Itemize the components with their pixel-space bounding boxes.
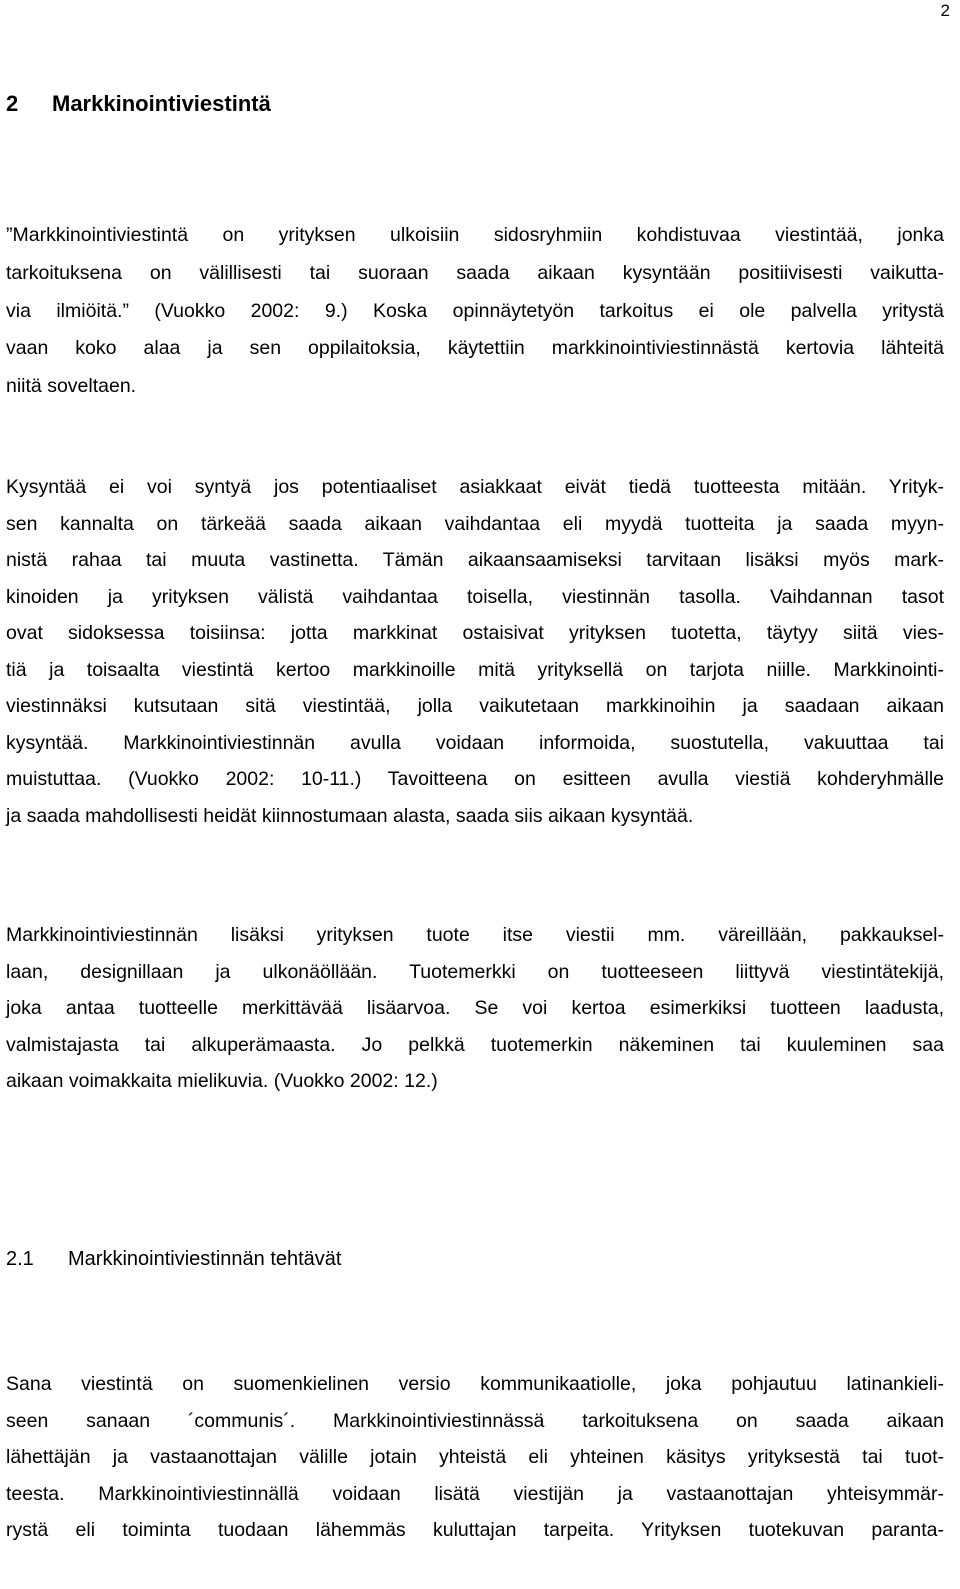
- chapter-heading: [6, 88, 271, 120]
- section-heading: [6, 1244, 341, 1274]
- text-line: viestinnäksi kutsutaan sitä viestintää, jolla vaikutetaan markkinoihin ja saadaan aikaan: [6, 695, 944, 717]
- text-line: laan, designillaan ja ulkonäöllään. Tuotemerkki on tuotteeseen liittyvä viestintätekijä,: [6, 960, 944, 983]
- paragraph-tasks: [6, 1366, 944, 1549]
- paragraph-product: [6, 917, 944, 1100]
- text-line: sen kannalta on tärkeää saada aikaan vaihdantaa eli myydä tuotteita ja saada myyn-: [6, 512, 944, 535]
- text-line: seen sanaan ´communis´. Markkinointiviestinnässä tarkoituksena on saada aikaan: [6, 1409, 944, 1432]
- text-line: Markkinointiviestinnän lisäksi yrityksen tuote itse viestii mm. väreillään, pakkauksel-: [6, 924, 944, 946]
- text-line: joka antaa tuotteelle merkittävää lisäarvoa. Se voi kertoa esimerkiksi tuotteen laadusta,: [6, 997, 944, 1019]
- text-line: Sana viestintä on suomenkielinen versio kommunikaatiolle, joka pohjautuu latinankieli-: [6, 1373, 944, 1395]
- text-line: muistuttaa. (Vuokko 2002: 10-11.) Tavoitteena on esitteen avulla viestiä kohderyhmälle: [6, 768, 944, 790]
- text-line: via ilmiöitä.” (Vuokko 2002: 9.) Koska opinnäytetyön tarkoitus ei ole palvella yritystä: [6, 299, 944, 322]
- section-number: 2.1: [6, 1248, 34, 1270]
- text-line: lähettäjän ja vastaanottajan välille jotain yhteistä eli yhteinen käsitys yrityksestä tai tuot-: [6, 1446, 944, 1468]
- text-line: rystä eli toiminta tuodaan lähemmäs kuluttajan tarpeita. Yrityksen tuotekuvan paranta-: [6, 1519, 944, 1541]
- text-line: ja saada mahdollisesti heidät kiinnostumaan alasta, saada siis aikaan kysyntää.: [6, 804, 694, 827]
- section-title: Markkinointiviestinnän tehtävät: [68, 1248, 342, 1270]
- text-line: tiä ja toisaalta viestintä kertoo markkinoille mitä yrityksellä on tarjota niille. Markkinointi-: [6, 658, 944, 681]
- text-line: vaan koko alaa ja sen oppilaitoksia, käytettiin markkinointiviestinnästä kertovia lähteitä: [6, 337, 944, 360]
- chapter-number: 2: [6, 91, 19, 116]
- text-line: valmistajasta tai alkuperämaasta. Jo pelkkä tuotemerkin näkeminen tai kuuleminen saa: [6, 1033, 944, 1056]
- text-line: tarkoituksena on välillisesti tai suoraan saada aikaan kysyntään positiivisesti vaikutta-: [6, 261, 944, 284]
- text-line: nistä rahaa tai muuta vastinetta. Tämän aikaansaamiseksi tarvitaan lisäksi myös mark-: [6, 549, 944, 571]
- text-line: ”Markkinointiviestintä on yrityksen ulkoisiin sidosryhmiin kohdistuvaa viestintää, jonka: [6, 224, 944, 246]
- text-line: kinoiden ja yrityksen välistä vaihdantaa toisella, viestinnän tasolla. Vaihdannan tasot: [6, 585, 944, 608]
- paragraph-demand: [6, 469, 944, 834]
- page-number: 2: [940, 1, 950, 20]
- text-line: Kysyntää ei voi syntyä jos potentiaaliset asiakkaat eivät tiedä tuotteesta mitään. Yrityk-: [6, 476, 944, 498]
- paragraph-definition: [6, 217, 944, 406]
- text-line: teesta. Markkinointiviestinnällä voidaan lisätä viestijän ja vastaanottajan yhteisymmär-: [6, 1482, 944, 1505]
- text-line: niitä soveltaen.: [6, 375, 137, 398]
- text-line: ovat sidoksessa toisiinsa: jotta markkinat ostaisivat yrityksen tuotetta, täytyy siitä vies-: [6, 622, 944, 644]
- chapter-title: Markkinointiviestintä: [52, 91, 271, 116]
- text-line: aikaan voimakkaita mielikuvia. (Vuokko 2002: 12.): [6, 1070, 438, 1092]
- text-line: kysyntää. Markkinointiviestinnän avulla voidaan informoida, suostutella, vakuuttaa tai: [6, 731, 944, 754]
